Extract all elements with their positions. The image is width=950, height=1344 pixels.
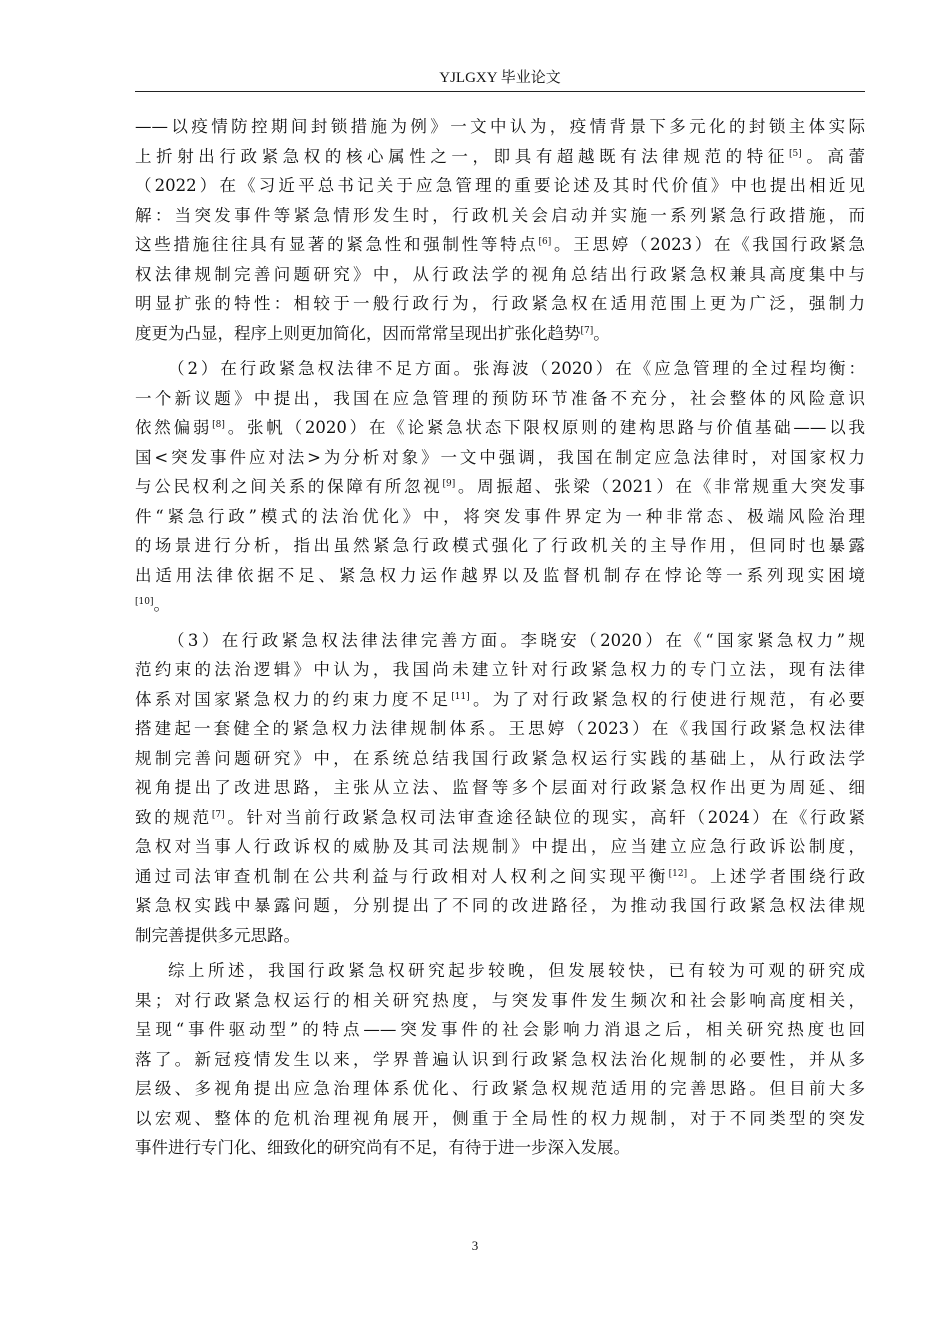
text-line: 落了。新冠疫情发生以来，学界普遍认识到行政紧急权法治化规制的必要性，并从多	[135, 1049, 865, 1069]
citation-ref: [7]	[580, 325, 594, 336]
line-text: 与公民权利之间关系的保障有所忽视	[135, 477, 443, 496]
text-line: 明显扩张的特性：相较于一般行政行为，行政紧急权在适用范围上更为广泛，强制力	[135, 294, 865, 313]
header-rule	[135, 91, 865, 92]
text-line: 紧急权实践中暴露问题，分别提出了不同的改进路径，为推动我国行政紧急权法律规	[135, 896, 865, 915]
text-line: 范约束的法治逻辑》中认为，我国尚未建立针对行政紧急权力的专门立法，现有法律	[135, 660, 865, 679]
line-text: 。高蕾	[801, 146, 866, 166]
line-text: 。	[593, 323, 610, 343]
page-header-title: YJLGXY 毕业论文	[439, 70, 561, 86]
citation-ref: [5]	[788, 148, 802, 159]
text-line: 以宏观、整体的危机治理视角展开，侧重于全局性的权力规制，对于不同类型的突发	[135, 1108, 865, 1128]
text-line: 综上所述，我国行政紧急权研究起步较晚，但发展较快，已有较为可观的研究成	[168, 961, 865, 980]
text-line	[135, 862, 865, 892]
line-text: 。王思婷（2023）在《我国行政紧急	[551, 235, 866, 254]
citation-ref: [8]	[212, 420, 225, 430]
paragraph	[135, 112, 865, 348]
text-line	[135, 685, 865, 715]
text-line: 果；对行政紧急权运行的相关研究热度，与突发事件发生频次和社会影响高度相关，	[135, 990, 865, 1010]
line-text: 。	[153, 595, 170, 614]
text-line	[135, 472, 865, 502]
paragraph	[135, 626, 865, 951]
text-line: 出适用法律依据不足、紧急权力运作越界以及监督机制存在悖论等一系列现实困境	[135, 565, 865, 585]
paragraph	[135, 354, 865, 620]
text-line	[135, 230, 865, 260]
text-line: 解：当突发事件等紧急情形发生时，行政机关会启动并实施一系列紧急行政措施，而	[135, 205, 865, 225]
line-text: 。张帆（2020）在《论紧急状态下限权原则的建构思路与价值基础——以我	[224, 418, 865, 437]
text-line: 呈现“事件驱动型”的特点——突发事件的社会影响力消退之后，相关研究热度也回	[135, 1020, 865, 1039]
text-line: （2）在行政紧急权法律不足方面。张海波（2020）在《应急管理的全过程均衡：	[168, 359, 865, 378]
line-text: 依然偏弱	[135, 418, 213, 437]
document-body	[135, 112, 865, 1163]
citation-ref: [7]	[211, 809, 225, 820]
text-line: （3）在行政紧急权法律法律完善方面。李晓安（2020）在《“国家紧急权力”规	[168, 630, 865, 650]
text-line: ——以疫情防控期间封锁措施为例》一文中认为，疫情背景下多元化的封锁主体实际	[135, 117, 865, 136]
text-line: 制完善提供多元思路。	[135, 925, 300, 945]
text-line: 层级、多视角提出应急治理体系优化、行政紧急权规范适用的完善思路。但目前大多	[135, 1079, 865, 1098]
citation-ref: [6]	[538, 237, 552, 247]
paragraph	[135, 956, 865, 1163]
text-line: 搭建起一套健全的紧急权力法律规制体系。王思婷（2023）在《我国行政紧急权法律	[135, 719, 865, 738]
text-line	[135, 590, 865, 620]
text-line: 的场景进行分析，指出虽然紧急行政模式强化了行政机关的主导作用，但同时也暴露	[135, 536, 865, 555]
text-line: 视角提出了改进思路，主张从立法、监督等多个层面对行政紧急权作出更为周延、细	[135, 778, 865, 797]
line-text: 致的规范	[135, 807, 212, 827]
text-line	[135, 803, 865, 833]
page-number: 3	[471, 1238, 479, 1253]
line-text: 上折射出行政紧急权的核心属性之一，即具有超越既有法律规范的特征	[135, 146, 789, 166]
line-text: 通过司法审查机制在公共利益与行政相对人权利之间实现平衡	[135, 866, 669, 886]
line-text: 这些措施往往具有显著的紧急性和强制性等特点	[135, 235, 539, 254]
citation-ref: [11]	[451, 691, 470, 702]
citation-ref: [12]	[668, 868, 688, 879]
line-text: 。为了对行政紧急权的行使进行规范，有必要	[469, 689, 866, 709]
line-text: 。上述学者围绕行政	[687, 866, 866, 886]
text-line: 事件进行专门化、细致化的研究尚有不足，有待于进一步深入发展。	[135, 1138, 630, 1157]
text-line	[135, 413, 865, 443]
text-line	[135, 142, 865, 172]
text-line: 一个新议题》中提出，我国在应急管理的预防环节准备不充分，社会整体的风险意识	[135, 388, 865, 408]
line-text: 。周振超、张梁（2021）在《非常规重大突发事	[455, 477, 865, 496]
text-line: （2022）在《习近平总书记关于应急管理的重要论述及其时代价值》中也提出相近见	[135, 176, 865, 195]
text-line	[135, 319, 865, 349]
line-text: 体系对国家紧急权力的约束力度不足	[135, 689, 452, 709]
line-text: 度更为凸显，程序上则更加简化，因而常常呈现出扩张化趋势	[135, 323, 581, 343]
text-line: 国<突发事件应对法>为分析对象》一文中强调，我国在制定应急法律时，对国家权力	[135, 447, 865, 467]
citation-ref: [10]	[135, 597, 154, 607]
citation-ref: [9]	[442, 479, 456, 489]
line-text: 。针对当前行政紧急权司法审查途径缺位的现实，高轩（2024）在《行政紧	[224, 807, 866, 827]
text-line: 急权对当事人行政诉权的威胁及其司法规制》中提出，应当建立应急行政诉讼制度，	[135, 837, 865, 856]
text-line: 件“紧急行政”模式的法治优化》中，将突发事件界定为一种非常态、极端风险治理	[135, 506, 865, 526]
text-line: 规制完善问题研究》中，在系统总结我国行政紧急权运行实践的基础上，从行政法学	[135, 748, 865, 768]
text-line: 权法律规制完善问题研究》中，从行政法学的视角总结出行政紧急权兼具高度集中与	[135, 264, 865, 284]
